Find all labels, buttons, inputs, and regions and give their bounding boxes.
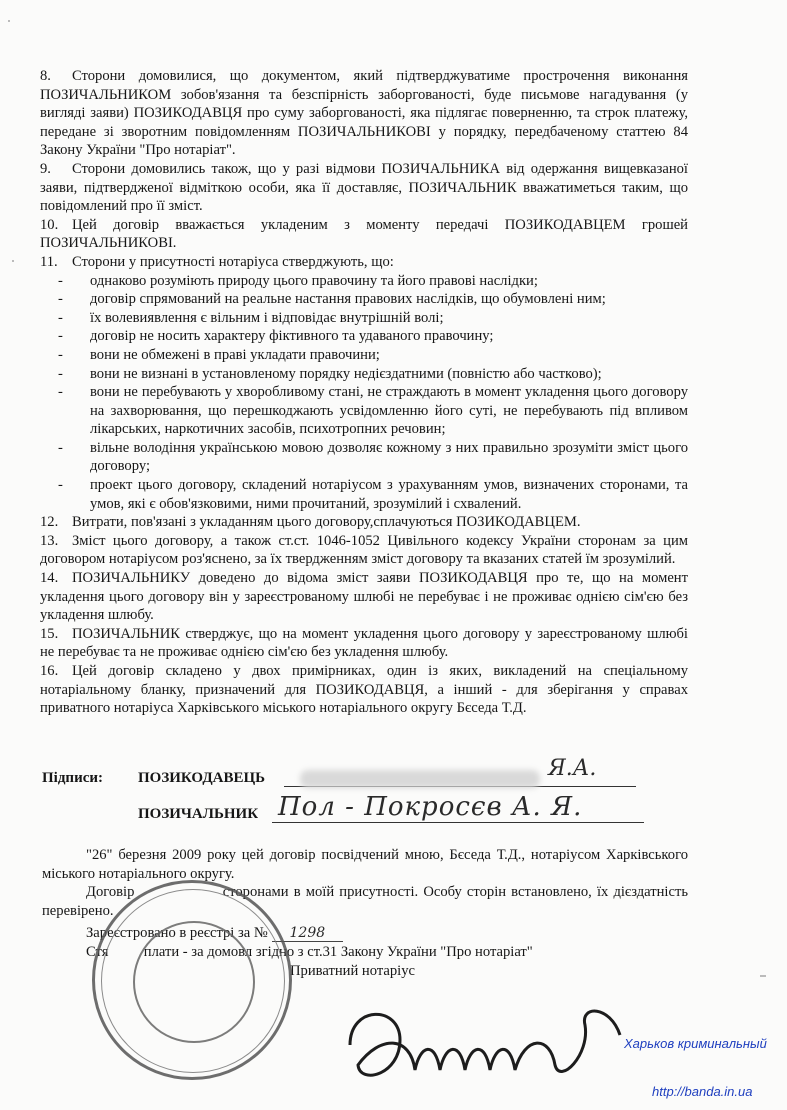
clause-12 (40, 513, 688, 532)
scan-speck (760, 975, 766, 977)
clause-text: ПОЗИЧАЛЬНИКУ доведено до відома зміст заяви ПОЗИКОДАВЦЯ про те, що на момент укладення цього договору він у зареєстрованому шлюбі не перебуває і не проживає однією сім'єю без укладення шлюбу. (40, 570, 688, 624)
clause-text: ПОЗИЧАЛЬНИК стверджує, що на момент укладення цього договору у зареєстрованому шлюбі не перебуває та не проживає однією сім'єю без укладення шлюбу. (40, 625, 688, 661)
lender-handwritten-signature: Я.А. (548, 756, 597, 781)
verification-text: дієздатність (613, 884, 688, 901)
scan-speck (12, 260, 14, 262)
list-item: - вони не визнані в установленому порядку недієздатними (повністю або частково); (40, 365, 688, 384)
redacted-name (300, 770, 540, 788)
borrower-label: ПОЗИЧАЛЬНИК (138, 806, 259, 822)
clause-11 (40, 253, 688, 272)
signatures-label: Підписи: (42, 770, 104, 786)
watermark-title: Харьков криминальный (624, 1036, 767, 1051)
notary-stamp (92, 880, 292, 1080)
clause-number: 13. (40, 532, 59, 549)
clause-16 (40, 662, 688, 718)
scan-speck (8, 20, 10, 22)
list-item: - договір не носить характеру фіктивного та удаваного правочину; (40, 327, 688, 346)
clause-text: Цей договір складено у двох примірниках, один із яких, викладений на спеціальному нотаріальному бланку, призначений для ПОЗИКОДАВЦЯ, а інший - для зберігання у справах приватного нотаріуса Харківського міського нотаріального округу Бєседа Т.Д. (40, 663, 688, 717)
clause-14 (40, 569, 688, 625)
fee-text: Стя (86, 943, 109, 960)
clause-number: 8. (40, 68, 51, 84)
list-item: - проект цього договору, складений нотаріусом з урахуванням умов, визначених сторонами, та умов, які є обов'язковими, ними прочитаний, зрозумілий і схвалений. (40, 476, 688, 513)
registry-number: 1298 (272, 925, 344, 942)
clause-10 (40, 216, 688, 253)
verification-text: Договір (86, 884, 135, 901)
clause-text: Сторони у присутності нотаріуса стверджують, що: (72, 253, 394, 270)
registry-text: Зареєстровано в реєстрі (86, 925, 235, 942)
notary-title: Приватний нотаріус (290, 962, 415, 979)
lender-label: ПОЗИКОДАВЕЦЬ (138, 770, 266, 786)
clause-8 (40, 67, 688, 160)
clause-number: 9. (40, 160, 51, 177)
clause-text: Витрати, пов'язані з укладанням цього договору,сплачуються ПОЗИКОДАВЦЕМ. (72, 514, 581, 531)
list-item: - однаково розуміють природу цього правочину та його правові наслідки; (40, 272, 688, 291)
clause-13 (40, 532, 688, 569)
clause-text: Сторони домовились також, що у разі відмови ПОЗИЧАЛЬНИКА від одержання вищевказаної заяви, підтвердженої відміткою особи, яка її доставляє, ПОЗИЧАЛЬНИК вважатиметься таким, що повідомлений про її зміст. (40, 160, 688, 215)
verification-text: сторонами в моїй присутності. Особу сторін встановлено, їх (222, 884, 609, 901)
clause-number: 15. (40, 625, 59, 642)
stamp-inner-ring (133, 921, 255, 1043)
clause-text: Сторони домовилися, що документом, який підтверджуватиме прострочення виконання ПОЗИЧАЛЬНИКОМ зобов'язання та безспірність заборгованості, буде письмове нагадування (у вигляді заяви) ПОЗИКОДАВЦЯ про суму заборгованості, яка підлягає поверненню, та строк платежу, передане зі зворотним повідомленням ПОЗИЧАЛЬНИКОВІ у порядку, передбаченому статтею 84 Закону України "Про нотаріат". (40, 68, 688, 159)
certification-paragraph: "26" березня 2009 року цей договір посвідчений мною, Бєседа Т.Д., нотаріусом Харківського міського нотаріального округу. (42, 847, 688, 882)
list-item: - договір спрямований на реальне настання правових наслідків, що обумовлені ним; (40, 290, 688, 309)
clause-number: 14. (40, 570, 59, 587)
clause-text: Цей договір вважається укладеним з моменту передачі ПОЗИКОДАВЦЕМ грошей ПОЗИЧАЛЬНИКОВІ. (40, 216, 688, 252)
clause-9 (40, 160, 688, 216)
list-item: - вони не обмежені в праві укладати правочини; (40, 346, 688, 365)
list-item: - вільне володіння українською мовою дозволяє кожному з них правильно зрозуміти зміст цього договору; (40, 439, 688, 476)
borrower-handwritten-signature: Пол - Покросєв А. Я. (278, 792, 583, 822)
registry-text: за № (238, 925, 268, 942)
clause-number: 12. (40, 514, 59, 531)
clause-11-list (40, 272, 688, 514)
clause-15 (40, 625, 688, 662)
clause-number: 11. (40, 253, 58, 270)
borrower-signature-line (272, 822, 644, 823)
clause-number: 16. (40, 663, 59, 679)
contract-clauses (40, 67, 688, 718)
clause-number: 10. (40, 216, 59, 233)
notary-signature (340, 995, 640, 1100)
watermark-url[interactable]: http://banda.in.ua (652, 1084, 753, 1099)
list-item: - вони не перебувають у хворобливому стані, не страждають в момент укладення цього договору на захворювання, що перешкоджають усвідомленню його суті, не перебувають під впливом лікарських, наркотичних засобів, психотропних речовин; (40, 383, 688, 439)
list-item: - їх волевиявлення є вільним і відповідає внутрішній волі; (40, 309, 688, 328)
clause-text: Зміст цього договору, а також ст.ст. 1046-1052 Цивільного кодексу України сторонам за цим договором нотаріусом роз'яснено, за їх твердженням зміст договору та вказаних статей їм зрозумілий. (40, 532, 688, 568)
verification-text: перевірено. (42, 902, 114, 919)
fee-text: згідно з ст.31 Закону України "Про нотаріат" (255, 943, 533, 960)
fee-text: плати - за домовл (143, 943, 253, 960)
